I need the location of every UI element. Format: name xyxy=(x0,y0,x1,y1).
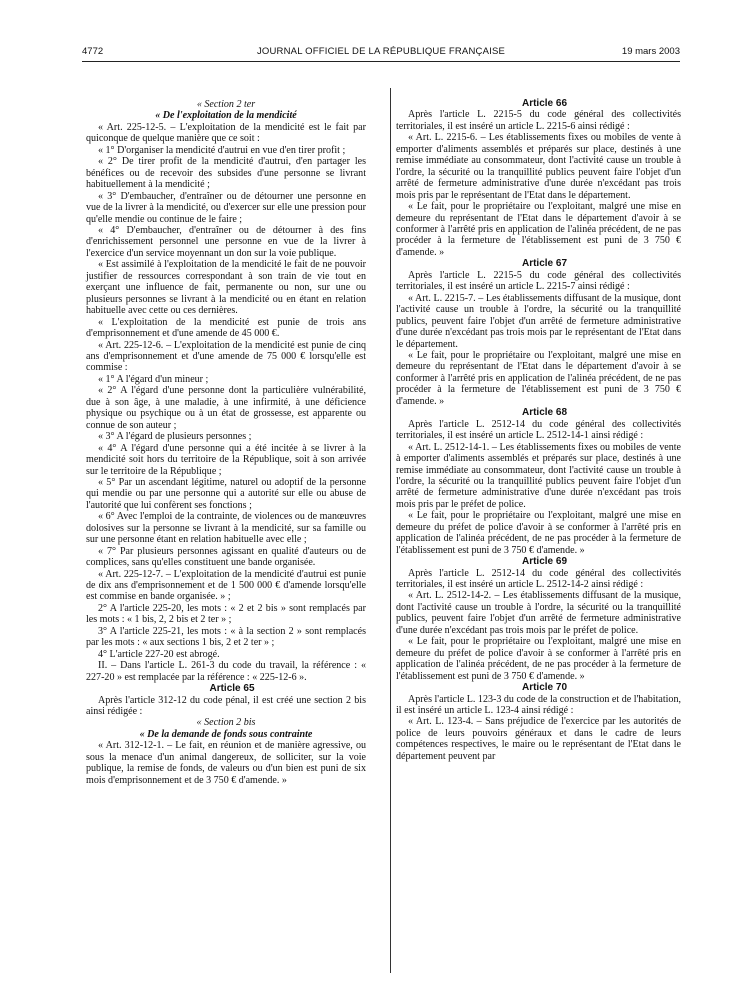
paragraph: « 2° A l'égard d'une personne dont la particulière vulnérabilité, due à son âge, à une maladie, à une infirmité, à une déficience physique ou psychique ou à un état de grossesse, est apparente ou connue de son auteur ; xyxy=(86,385,366,431)
paragraph: « Art. L. 2512-14-2. – Les établissements diffusant de la musique, dont l'activité cause un trouble à l'ordre, la sécurité ou la tranquillité publics, peuvent faire l'objet d'un arrêté de fermeture administrative d'une durée n'excédant pas trois mois par le préfet de police. xyxy=(396,590,681,636)
article-heading: Article 65 xyxy=(209,683,255,695)
page-header xyxy=(82,46,680,60)
paragraph: « Est assimilé à l'exploitation de la mendicité le fait de ne pouvoir justifier de ressources correspondant à son train de vie tout en exerçant une influence de fait, permanente ou non, sur une ou plusieurs personnes se livrant à la mendicité ou en étant en relation habituelle avec cette ou ces dernières. xyxy=(86,259,366,317)
paragraph: « 2° De tirer profit de la mendicité d'autrui, d'en partager les bénéfices ou de recevoir des subsides d'une personne se livrant habituellement à la mendicité ; xyxy=(86,156,366,191)
paragraph: « Art. L. 123-4. – Sans préjudice de l'exercice par les autorités de police de leurs pouvoirs généraux et dans le cadre de leurs compétences respectives, le maire ou le représentant de l'Etat dans le département peuvent par xyxy=(396,716,681,762)
paragraph: « 1° A l'égard d'un mineur ; xyxy=(98,373,209,385)
paragraph: « 3° D'embaucher, d'entraîner ou de détourner une personne en vue de la livrer à la mendicité, ou d'exercer sur elle une pression pour qu'elle mendie ou continue de le faire ; xyxy=(86,190,366,225)
journal-title: JOURNAL OFFICIEL DE LA RÉPUBLIQUE FRANÇAISE xyxy=(256,46,506,57)
paragraph: Après l'article L. 2215-5 du code général des collectivités territoriales, il est inséré un article L. 2215-7 ainsi rédigé : xyxy=(396,269,681,293)
paragraph: « Le fait, pour le propriétaire ou l'exploitant, malgré une mise en demeure du préfet de police d'avoir à se conformer à l'arrêté pris en application de l'alinéa précédent, de ne pas procéder à la fermeture de l'établissement est puni de 3 750 € d'amende. » xyxy=(396,636,681,682)
paragraph: Après l'article 312-12 du code pénal, il est créé une section 2 bis ainsi rédigée : xyxy=(86,694,366,718)
paragraph: Après l'article L. 2215-5 du code général des collectivités territoriales, il est inséré un article L. 2215-6 ainsi rédigé : xyxy=(396,109,681,132)
paragraph: « L'exploitation de la mendicité est punie de trois ans d'emprisonnement et d'une amende de 45 000 €. xyxy=(86,316,366,340)
paragraph: « Art. L. 2512-14-1. – Les établissements fixes ou mobiles de vente à emporter d'aliments assemblés et préparés sur place, destinés à une remise immédiate au consommateur, dont l'activité cause un trouble à l'ordre, la sécurité ou la tranquillité publics peuvent faire l'objet d'un arrêté de fermeture administrative d'une durée n'excédant pas trois mois pris par le préfet de police. xyxy=(396,441,681,510)
paragraph: « Le fait, pour le propriétaire ou l'exploitant, malgré une mise en demeure du représentant de l'Etat dans le département d'avoir à se conformer à l'arrêté pris en application de l'alinéa précédent, de ne pas procéder à la fermeture de l'établissement est puni de 3 750 € d'amende. » xyxy=(396,349,681,407)
paragraph: « Art. 225-12-5. – L'exploitation de la mendicité est le fait par quiconque de quelque manière que ce soit : xyxy=(86,121,366,145)
paragraph: Après l'article L. 2512-14 du code général des collectivités territoriales, il est inséré un article L. 2512-14-2 ainsi rédigé : xyxy=(396,567,681,591)
paragraph: « Art. L. 2215-7. – Les établissements diffusant de la musique, dont l'activité cause un trouble à l'ordre, la sécurité ou la tranquillité publics, peuvent faire l'objet d'un arrêté de fermeture administrative d'une durée n'excédant pas trois mois par le représentant de l'Etat dans le département. xyxy=(396,292,681,350)
paragraph: « Art. 225-12-6. – L'exploitation de la mendicité est punie de cinq ans d'emprisonnement et d'une amende de 75 000 € lorsqu'elle est commise : xyxy=(86,339,366,374)
article-heading: Article 68 xyxy=(521,407,568,419)
header-rule xyxy=(82,61,680,62)
column-divider xyxy=(390,88,391,973)
paragraph: II. – Dans l'article L. 261-3 du code du travail, la référence : « 227-20 » est remplacée par la référence : « 225-12-6 ». xyxy=(86,660,366,683)
paragraph: « 1° D'organiser la mendicité d'autrui en vue d'en tirer profit ; xyxy=(98,144,346,156)
section-title: « De l'exploitation de la mendicité xyxy=(155,110,297,122)
section-heading: « Section 2 bis xyxy=(196,717,256,729)
paragraph: « 5° Par un ascendant légitime, naturel ou adoptif de la personne qui mendie ou par une personne qui a autorité sur elle ou abuse de l'autorité que lui confèrent ses fonctions ; xyxy=(86,476,366,511)
paragraph: « 6° Avec l'emploi de la contrainte, de violences ou de manœuvres dolosives sur la personne se livrant à la mendicité, sur sa famille ou sur une personne étant en relation habituelle avec elle ; xyxy=(86,511,366,546)
paragraph: 4° L'article 227-20 est abrogé. xyxy=(98,648,220,660)
paragraph: 3° A l'article 225-21, les mots : « à la section 2 » sont remplacés par les mots : « aux sections 1 bis, 2 et 2 ter » ; xyxy=(86,625,366,649)
section-heading: « Section 2 ter xyxy=(196,99,256,110)
publication-date: 19 mars 2003 xyxy=(621,46,680,57)
left-column xyxy=(86,99,366,786)
paragraph: « Art. 225-12-7. – L'exploitation de la mendicité d'autrui est punie de dix ans d'emprisonnement et de 1 500 000 € d'amende lorsqu'elle est commise en bande organisée. » ; xyxy=(86,568,366,603)
paragraph: « Art. 312-12-1. – Le fait, en réunion et de manière agressive, ou sous la menace d'un animal dangereux, de solliciter, sur la voie publique, la remise de fonds, de valeurs ou d'un bien est puni de six mois d'emprisonnement et de 3 750 € d'amende. » xyxy=(86,740,366,786)
paragraph: « 4° D'embaucher, d'entraîner ou de détourner à des fins d'enrichissement personnel une personne en vue de la livrer à l'exercice d'un service moyennant un don sur la voie publique. xyxy=(86,224,366,259)
paragraph: Après l'article L. 123-3 du code de la construction et de l'habitation, il est inséré un article L. 123-4 ainsi rédigé : xyxy=(396,693,681,717)
article-heading: Article 70 xyxy=(521,682,568,694)
paragraph: Après l'article L. 2512-14 du code général des collectivités territoriales, il est inséré un article L. 2512-14-1 ainsi rédigé : xyxy=(396,418,681,442)
paragraph: « 7° Par plusieurs personnes agissant en qualité d'auteurs ou de complices, sans qu'elles constituent une bande organisée. xyxy=(86,545,366,569)
article-heading: Article 69 xyxy=(521,556,568,568)
paragraph: « Le fait, pour le propriétaire ou l'exploitant, malgré une mise en demeure du préfet de police d'avoir à se conformer à l'arrêté pris en application de l'alinéa précédent, de ne pas procéder à la fermeture de l'établissement est puni de 3 750 € d'amende. » xyxy=(396,510,681,556)
paragraph: 2° A l'article 225-20, les mots : « 2 et 2 bis » sont remplacés par les mots : « 1 bis, 2, 2 bis et 2 ter » ; xyxy=(86,602,366,626)
paragraph: « Art. L. 2215-6. – Les établissements fixes ou mobiles de vente à emporter d'aliments assemblés et préparés sur place, destinés à une remise immédiate au consommateur, dont l'activité cause un trouble à l'ordre, la sécurité ou la tranquillité publics peuvent faire l'objet d'un arrêté de fermeture administrative d'une durée n'excédant pas trois mois pris par le représentant de l'Etat dans le département. xyxy=(396,132,681,201)
section-title: « De la demande de fonds sous contrainte xyxy=(139,728,313,740)
paragraph: « Le fait, pour le propriétaire ou l'exploitant, malgré une mise en demeure du représentant de l'Etat dans le département d'avoir à se conformer à l'arrêté pris en application de l'alinéa précédent, de ne pas procéder à la fermeture de l'établissement est puni de 3 750 € d'amende. » xyxy=(396,201,681,258)
right-column xyxy=(396,96,681,762)
article-heading: Article 67 xyxy=(521,258,568,270)
paragraph: « 4° A l'égard d'une personne qui a été incitée à se livrer à la mendicité soit hors du territoire de la République, soit à son arrivée sur le territoire de la République ; xyxy=(86,442,366,477)
article-heading: Article 66 xyxy=(521,98,568,109)
page-number: 4772 xyxy=(82,46,104,57)
paragraph: « 3° A l'égard de plusieurs personnes ; xyxy=(98,431,252,443)
